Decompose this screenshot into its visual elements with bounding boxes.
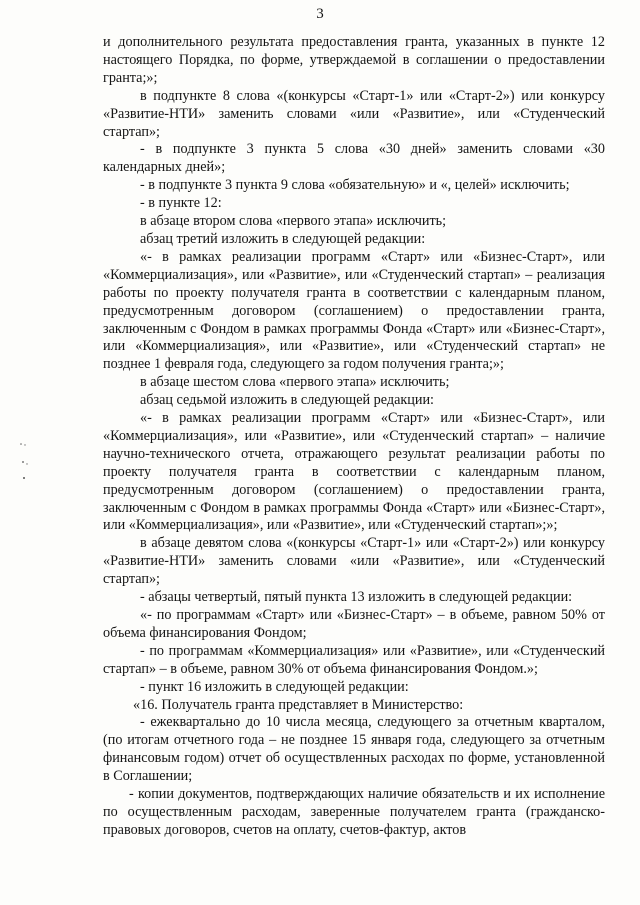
paragraph: - абзацы четвертый, пятый пункта 13 изложить в следующей редакции: bbox=[140, 589, 573, 606]
paragraph: абзац седьмой изложить в следующей редакции: bbox=[140, 392, 435, 409]
paragraph: - ежеквартально до 10 числа месяца, следующего за отчетным кварталом, (по итогам отчетного года – не позднее 15 января года, следующего за отчетным финансовым годом) отчет об осуществленных расходах по форме, установленной в Соглашении; bbox=[103, 714, 605, 785]
paragraph: - в подпункте 3 пункта 5 слова «30 дней» заменить словами «30 календарных дней»; bbox=[103, 141, 605, 176]
paragraph: в абзаце девятом слова «(конкурсы «Старт-1» или «Старт-2») или конкурсу «Развитие-НТИ» заменить словами «или «Развитие», или «Студенческий стартап»; bbox=[103, 535, 605, 588]
paragraph: «16. Получатель гранта представляет в Министерство: bbox=[133, 696, 464, 713]
paragraph: в абзаце втором слова «первого этапа» исключить; bbox=[140, 213, 447, 230]
paragraph: в абзаце шестом слова «первого этапа» исключить; bbox=[140, 374, 450, 391]
paragraph: и дополнительного результата предоставления гранта, указанных в пункте 12 настоящего Порядка, по форме, утверждаемой в соглашении о предоставлении гранта;»; bbox=[103, 34, 605, 86]
paragraph: - копии документов, подтверждающих наличие обязательств и их исполнение по осуществленным расходам, заверенные получателем гранта (гражданско-правовых договоров, счетов на оплату, счетов-фактур, актов bbox=[103, 786, 605, 838]
document-body bbox=[103, 34, 605, 840]
paragraph: - пункт 16 изложить в следующей редакции: bbox=[140, 678, 409, 695]
paragraph: - в пункте 12: bbox=[140, 195, 222, 212]
paragraph: - по программам «Коммерциализация» или «Развитие», или «Студенческий стартап» – в объеме, равном 30% от объема финансирования Фондом.»; bbox=[103, 642, 605, 677]
paragraph: «- по программам «Старт» или «Бизнес-Старт» – в объеме, равном 50% от объема финансирования Фондом; bbox=[103, 607, 605, 641]
paragraph: - в подпункте 3 пункта 9 слова «обязательную» и «, целей» исключить; bbox=[140, 177, 570, 194]
page-number: 3 bbox=[316, 6, 324, 22]
paragraph: «- в рамках реализации программ «Старт» или «Бизнес-Старт», или «Коммерциализация», или «Развитие», или «Студенческий стартап» – реализация работы по проекту получателя гранта в соответствии с календарным планом, предусмотренным договором (соглашением) о предоставлении гранта, заключенным с Фондом в рамках программы Фонда «Старт» или «Бизнес-Старт», или «Коммерциализация», или «Развитие», или «Студенческий стартап» не позднее 1 февраля года, следующего за годом получения гранта;»; bbox=[103, 248, 605, 373]
paragraph: «- в рамках реализации программ «Старт» или «Бизнес-Старт», или «Коммерциализация», или «Развитие», или «Студенческий стартап» – наличие научно-технического отчета, отражающего результат реализации работы по проекту получателя гранта в соответствии с календарным планом, предусмотренным договором (соглашением) о предоставлении гранта, заключенным с Фондом в рамках программы Фонда «Старт» или «Бизнес-Старт», или «Коммерциализация», или «Развитие», или «Студенческий стартап»;»; bbox=[103, 410, 605, 534]
margin-scan-marks bbox=[18, 440, 32, 490]
paragraph: в подпункте 8 слова «(конкурсы «Старт-1» или «Старт-2») или конкурсу «Развитие-НТИ» заменить словами «или «Развитие», или «Студенческий стартап»; bbox=[103, 87, 605, 140]
paragraph: абзац третий изложить в следующей редакции: bbox=[140, 230, 426, 247]
